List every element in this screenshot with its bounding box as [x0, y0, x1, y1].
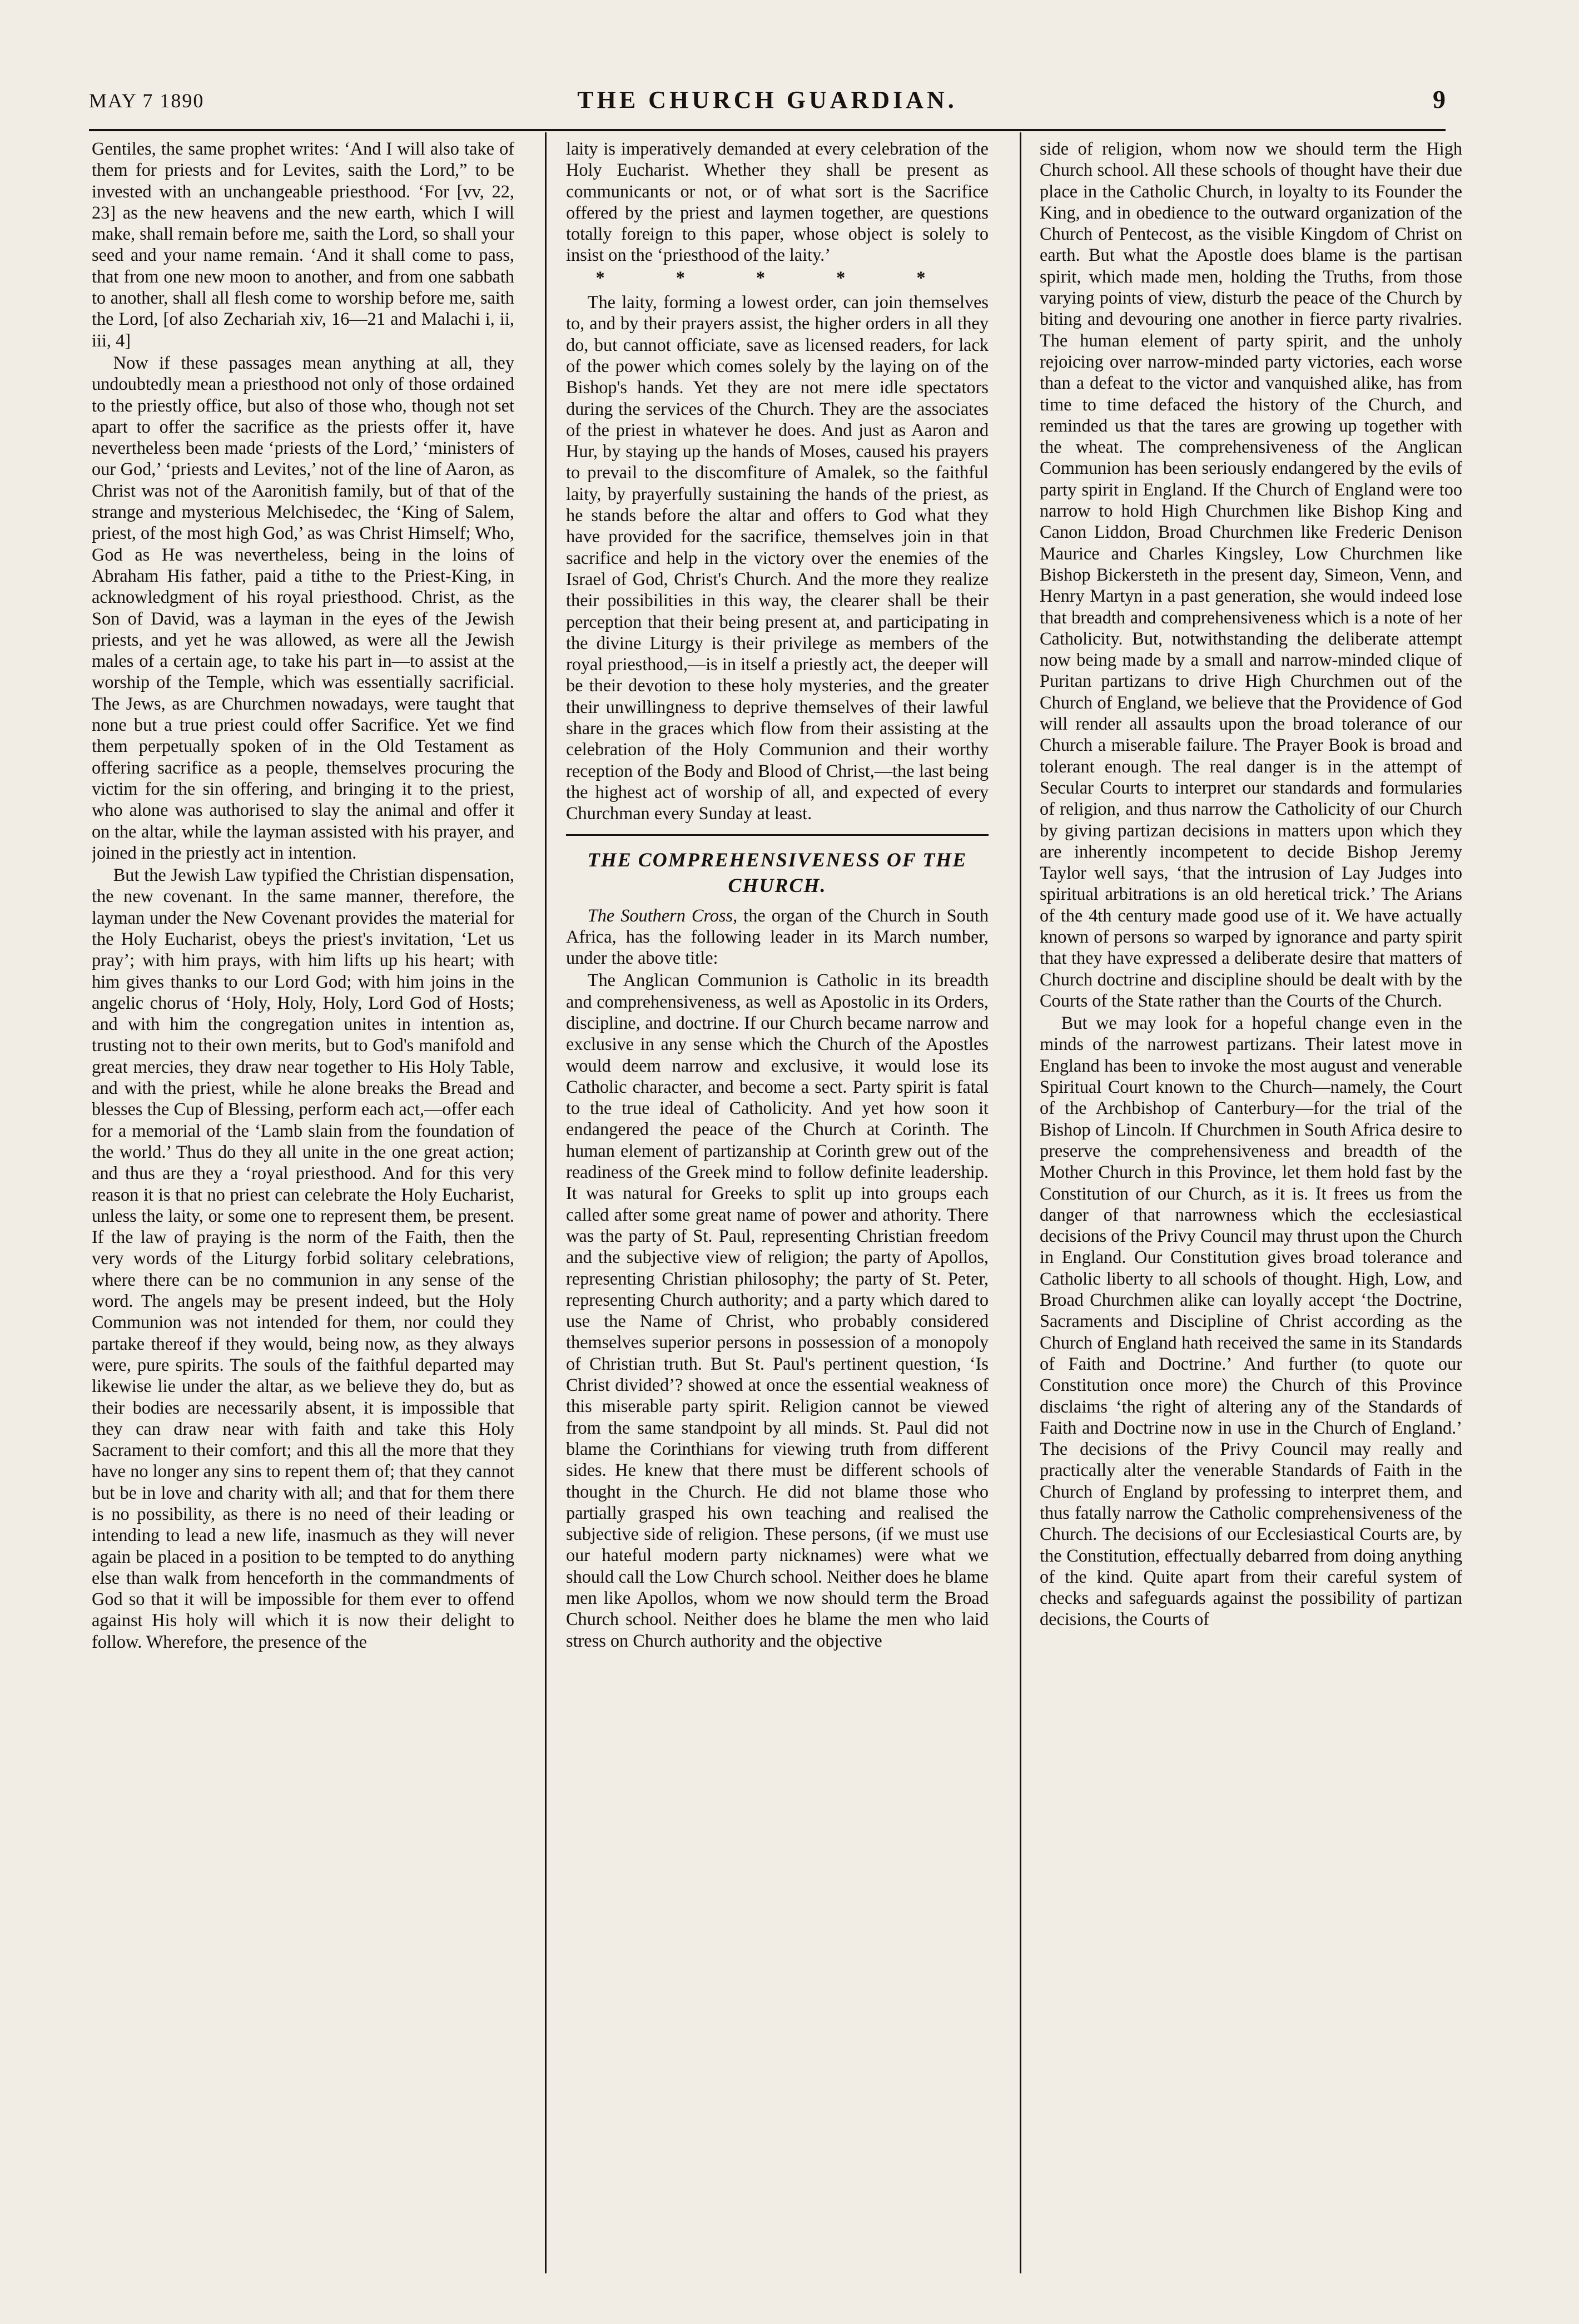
column-1: [92, 138, 514, 2273]
article-heading: THE COMPREHENSIVENESS OF THE CHURCH.: [587, 848, 967, 896]
paragraph: The laity, forming a lowest order, can join themselves to, and by their prayers assist, the higher orders in all they do, but cannot officiate, save as licensed readers, for lack of the power which comes solely by the laying on of the Bishop's hands. Yet they are not mere idle spectators during the services of the Church. They are the associates of the priest in whatever he does. And just as Aaron and Hur, by staying up the hands of Moses, caused his prayers to prevail to the discomfiture of Amalek, so the faithful laity, by prayerfully sustaining the hands of the priest, as he stands before the altar and offers to God what they have provided for the sacrifice, themselves join in that sacrifice and help in the victory over the enemies of the Israel of God, Christ's Church. And the more they realize their possibilities in this way, the clearer shall be their perception that their being present at, and participating in the divine Liturgy is their privilege as members of the royal priesthood,—is in itself a priestly act, the deeper will be their devotion to these holy mysteries, and the greater their unwillingness to deprive themselves of their lawful share in the graces which flow from their assisting at the celebration of the Holy Communion and their worthy reception of the Body and Blood of Christ,—the last being the highest act of worship of all, and expected of every Churchman every Sunday at least.: [566, 292, 989, 824]
page-number: 9: [1433, 85, 1446, 113]
masthead: [89, 83, 1446, 128]
column-rule: [545, 132, 547, 2273]
publication-name: The Southern Cross,: [587, 905, 738, 925]
paragraph: side of religion, whom now we should term the High Church school. All these schools of thought have their due place in the Catholic Church, in loyalty to its Founder the King, and in obedience to the outward organization of the Church of Pentecost, as the visible Kingdom of Christ on earth. But what the Apostle does blame is the partisan spirit, which made men, holding the Truths, from those varying points of view, disturb the peace of the Church by biting and devouring one another in fierce party rivalries. The human element of party spirit, and the unholy rejoicing over narrow-minded party victories, each worse than a defeat to the victor and vanquished alike, has from time to time defaced the history of the Church, and reminded us that the tares are growing up together with the wheat. The comprehensiveness of the Anglican Communion has been seriously endangered by the evils of party spirit in England. If the Church of England were too narrow to hold High Churchmen like Bishop King and Canon Liddon, Broad Churchmen like Frederic Denison Maurice and Charles Kingsley, Low Churchmen like Bishop Bickersteth in the present day, Simeon, Venn, and Henry Martyn in a past generation, she would indeed lose that breadth and comprehensiveness which is a note of her Catholicity. But, notwithstanding the deliberate attempt now being made by a small and narrow-minded clique of Puritan partizans to drive High Churchmen out of the Church of England, we believe that the Providence of God will render all assaults upon the broad tolerance of our Church a miserable failure. The Prayer Book is broad and tolerant enough. The real danger is in the attempt of Secular Courts to interpret our standards and formularies of religion, and thus narrow the Catholicity of our Church by giving partizan decisions in matters upon which they are inherently incompetent to decide Bishop Jeremy Taylor well says, ‘that the intrusion of Lay Judges into spiritual arbitrations is an old heretical trick.’ The Arians of the 4th century made good use of it. We have actually known of persons so warped by ignorance and party spirit that they have expressed a deliberate desire that matters of Church doctrine and discipline should be dealt with by the Courts of the State rather than the Courts of the Church.: [1040, 138, 1462, 1010]
article-divider: [566, 834, 989, 836]
newspaper-title: THE CHURCH GUARDIAN.: [577, 86, 957, 113]
column-3: [1040, 138, 1462, 2273]
paragraph: The Anglican Communion is Catholic in its breadth and comprehensiveness, as well as Apostolic in its Orders, discipline, and doctrine. If our Church became narrow and exclusive in any sense which the Church of the Apostles would deem narrow and exclusive, it would lose its Catholic character, and become a sect. Party spirit is fatal to the true ideal of Catholicity. And yet how soon it endangered the peace of the Church at Corinth. The human element of partizanship at Corinth grew out of the readiness of the Greek mind to follow definite leadership. It was natural for Greeks to split up into groups each called after some great name of power and athority. There was the party of St. Paul, representing Christian freedom and the subjective view of religion; the party of Apollos, representing Christian philosophy; the party of St. Peter, representing Church authority; and a party which dared to use the Name of Christ, who probably considered themselves superior persons in possession of a monopoly of Christian truth. But St. Paul's pertinent question, ‘Is Christ divided’? showed at once the essential weakness of this miserable party spirit. Religion cannot be viewed from the same standpoint by all minds. St. Paul did not blame the Corinthians for viewing truth from different sides. He knew that there must be different schools of thought in the Church. He did not blame those who partially grasped his own teaching and realised the subjective side of religion. These persons, (if we must use our hateful modern party nicknames) were what we should call the Low Church school. Neither does he blame men like Apollos, whom we now should term the Broad Church school. Neither does he blame the men who laid stress on Church authority and the objective: [566, 970, 989, 1651]
header-rule: [89, 129, 1446, 131]
column-rule: [1020, 132, 1021, 2273]
column-2: [566, 138, 989, 2273]
paragraph: But we may look for a hopeful change even in the minds of the narrowest partizans. Their latest move in England has been to invoke the most august and venerable Spiritual Court known to the Church—namely, the Court of the Archbishop of Canterbury—for the trial of the Bishop of Lincoln. If Churchmen in South Africa desire to preserve the comprehensiveness and breadth of the Mother Church in this Province, let them hold fast by the Constitution of our Church, as it is. It frees us from the danger of that narrowness which the ecclesiastical decisions of the Privy Council may thrust upon the Church in England. Our Constitution gives broad tolerance and Catholic liberty to all schools of thought. High, Low, and Broad Churchmen alike can loyally accept ‘the Doctrine, Sacraments and Discipline of Christ according as the Church of England hath received the same in its Standards of Faith and Doctrine.’ And further (to quote our Constitution once more) the Church of this Province disclaims ‘the right of altering any of the Standards of Faith and Doctrine now in use in the Church of England.’ The decisions of the Privy Council may really and practically alter the venerable Standards of Faith in the Church of England by professing to interpret them, and thus fatally narrow the Catholic comprehensiveness of the Church. The decisions of our Ecclesiastical Courts are, by the Constitution, effectually debarred from doing anything of the kind. Quite apart from their careful system of checks and safeguards against the possibility of partizan decisions, the Courts of: [1040, 1013, 1462, 1629]
paragraph: But the Jewish Law typified the Christian dispensation, the new covenant. In the same manner, therefore, the layman under the New Covenant provides the material for the Holy Eucharist, obeys the priest's invitation, ‘Let us pray’; with him prays, with him lifts up his heart; with him gives thanks to our Lord God; with him joins in the angelic chorus of ‘Holy, Holy, Holy, Lord God of Hosts; and with him the congregation unites in intention as, trusting not to their own merits, but to God's manifold and great mercies, they draw near together to His Holy Table, and with the priest, while he alone breaks the Bread and blesses the Cup of Blessing, perform each act,—offer each for a memorial of the ‘Lamb slain from the foundation of the world.’ Thus do they all unite in the one great action; and thus are they a ‘royal priesthood. And for this very reason it is that no priest can celebrate the Holy Eucharist, unless the laity, or some one to represent them, be present. If the law of praying is the norm of the Faith, then the very words of the Liturgy forbid solitary celebrations, where there can be no communion in any sense of the word. The angels may be present indeed, but the Holy Communion was not intended for them, nor could they partake thereof if they would, being now, as they always were, pure spirits. The souls of the faithful departed may likewise lie under the altar, as we believe they do, but as their bodies are necessarily absent, it is impossible that they can draw near with faith and take this Holy Sacrament to their comfort; and this all the more that they have no longer any sins to repent them of; that they cannot but be in love and charity with all; and that for them there is no possibility, as there is no need of their leading or intending to lead a new life, inasmuch as they will never again be placed in a position to be tempted to do anything else than walk from henceforth in the commandments of God so that it will be impossible for them ever to offend against His holy will which it is now their delight to follow. Wherefore, the presence of the: [92, 865, 514, 1652]
intro-text: the organ of the Church in South Africa, has the following leader in its March number, under the above title:: [566, 905, 989, 968]
article-intro: [566, 905, 989, 969]
section-break: * * * * *: [595, 267, 959, 288]
paragraph: laity is imperatively demanded at every celebration of the Holy Eucharist. Whether they shall be present as communicants or not, or of what sort is the Sacrifice offered by the priest and laymen together, are questions totally foreign to this paper, whose object is solely to insist on the ‘priesthood of the laity.’: [566, 138, 989, 265]
paragraph: Gentiles, the same prophet writes: ‘And I will also take of them for priests and for Levites, saith the Lord,” to be invested with an unchangeable priesthood. ‘For [vv, 22, 23] as the new heavens and the new earth, which I will make, shall remain before me, saith the Lord, so shall your seed and your name remain. ‘And it shall come to pass, that from one new moon to another, and from one sabbath to another, shall all flesh come to worship before me, saith the Lord, [of also Zechariah xiv, 16—21 and Malachi i, ii, iii, 4]: [92, 138, 514, 350]
issue-date: MAY 7 1890: [89, 90, 205, 112]
paragraph: Now if these passages mean anything at all, they undoubtedly mean a priesthood not only of those ordained to the priestly office, but also of those who, though not set apart to offer the sacrifice as the priests offer it, have nevertheless been made ‘priests of the Lord,’ ‘ministers of our God,’ ‘priests and Levites,’ not of the line of Aaron, as Christ was not of the Aaronitish family, but of that of the strange and mysterious Melchisedec, the ‘King of Salem, priest, of the most high God,’ as was Christ Himself; Who, God as He was nevertheless, being in the loins of Abraham His father, paid a tithe to the Priest-King, in acknowledgment of his royal priesthood. Christ, as the Son of David, was a layman in the eyes of the Jewish priests, and yet he was allowed, as were all the Jewish males of a certain age, to take his part in—to assist at the worship of the Temple, which was essentially sacrificial. The Jews, as are Churchmen nowadays, were taught that none but a true priest could offer Sacrifice. Yet we find them perpetually spoken of in the Old Testament as offering sacrifice as a people, themselves procuring the victim for the sin offering, and bringing it to the priest, who alone was authorised to slay the animal and offer it on the altar, while the layman assisted with his prayer, and joined in the priestly act in intention.: [92, 352, 514, 863]
